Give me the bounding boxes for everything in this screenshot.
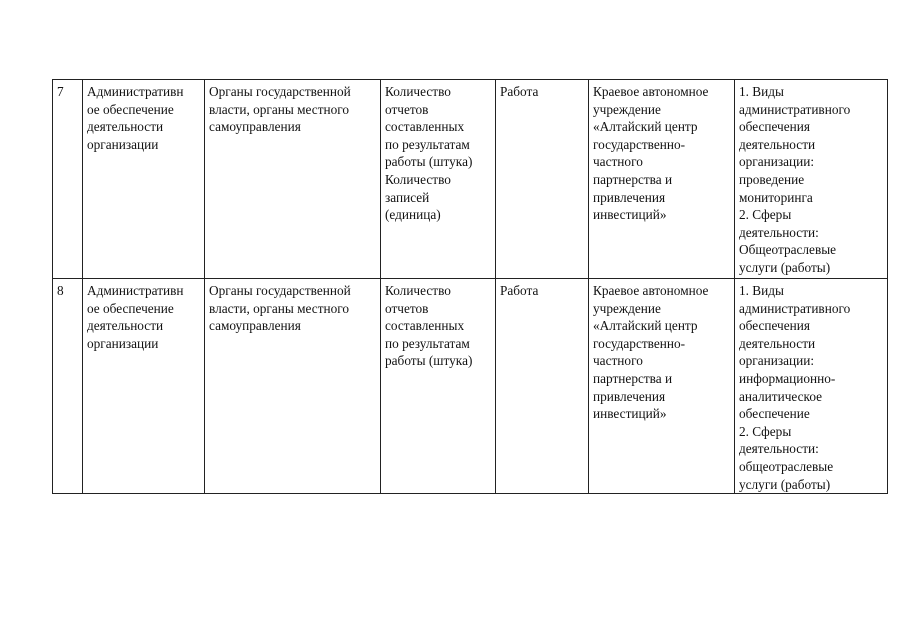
institution-cell — [589, 279, 735, 494]
activity-cell — [735, 279, 888, 494]
type-cell — [496, 80, 589, 279]
indicators-cell — [381, 279, 496, 494]
activity-details: 1. Виды административного обеспечения деятельности организации: проведение мониторинга 2. Сферы деятельности: Общеотраслевые услуги (работы) — [739, 84, 851, 275]
table-row — [53, 279, 888, 494]
service-name-cell — [83, 80, 205, 279]
service-type: Работа — [500, 84, 539, 99]
consumers: Органы государственной власти, органы местного самоуправления — [209, 283, 351, 334]
service-name: Административн ое обеспечение деятельности организации — [87, 283, 184, 351]
institution: Краевое автономное учреждение «Алтайский центр государственно- частного партнерства и привлечения инвестиций» — [593, 84, 709, 223]
type-cell — [496, 279, 589, 494]
service-type: Работа — [500, 283, 539, 298]
row-number-cell — [53, 80, 83, 279]
service-name-cell — [83, 279, 205, 494]
indicators: Количество отчетов составленных по результатам работы (штука) — [385, 283, 473, 369]
row-number-cell — [53, 279, 83, 494]
activity-details: 1. Виды административного обеспечения деятельности организации: информационно- аналитическое обеспечение 2. Сферы деятельности: общеотраслевые услуги (работы) — [739, 283, 851, 492]
consumers: Органы государственной власти, органы местного самоуправления — [209, 84, 351, 135]
service-name: Административн ое обеспечение деятельности организации — [87, 84, 184, 152]
activity-cell — [735, 80, 888, 279]
consumers-cell — [205, 80, 381, 279]
services-table — [52, 79, 888, 494]
row-number: 8 — [57, 283, 64, 298]
row-number: 7 — [57, 84, 64, 99]
table-row — [53, 80, 888, 279]
institution: Краевое автономное учреждение «Алтайский центр государственно- частного партнерства и привлечения инвестиций» — [593, 283, 709, 422]
institution-cell — [589, 80, 735, 279]
indicators: Количество отчетов составленных по результатам работы (штука) Количество записей (единица) — [385, 84, 473, 223]
consumers-cell — [205, 279, 381, 494]
indicators-cell — [381, 80, 496, 279]
